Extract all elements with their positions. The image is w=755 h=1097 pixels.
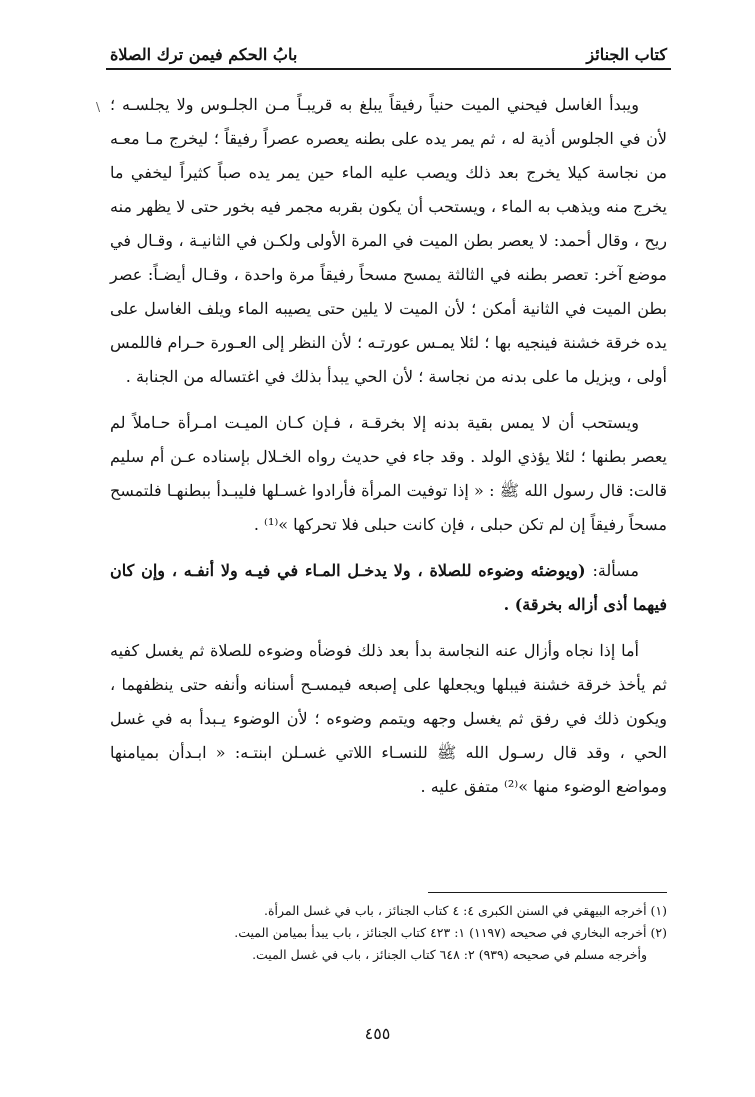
header-section-title: بابُ الحكم فيمن ترك الصلاة	[110, 45, 298, 64]
footnote: (١) أخرجه البيهقي في السنن الكبرى ٤: ٤ كتاب الجنائز ، باب في غسل المرأة.	[263, 903, 667, 918]
running-header	[110, 34, 667, 64]
masala-lead: مسألة:	[592, 561, 639, 580]
header-chapter-title: كتاب الجنائز	[586, 45, 667, 64]
margin-mark: \	[96, 100, 101, 114]
footnote-divider	[428, 892, 667, 893]
header-divider	[106, 68, 671, 70]
masala-heading	[110, 554, 667, 622]
paragraph: ويبدأ الغاسل فيحني الميت حنياً رفيقاً يبلغ به قريبـاً مـن الجلـوس ولا يجلسـه ؛ لأن في الجلوس أذية له ، ثم يمر يده على بطنه يعصره عصراً رفيقاً ؛ ليخرج مـا معـه من نجاسة كيلا يخرج بعد ذلك ويصب عليه الماء حين يمر يده صباً كثيراً ليخفي ما يخرج منه ويذهب به الماء ، ويستحب أن يكون بقربه مجمر فيه بخور حتى لا يظهر منه ريح ، وقال أحمد: لا يعصر بطن الميت في المرة الأولى ولكـن في الثانيـة ، وقـال في موضع آخر: تعصر بطنه في الثالثة يمسح مسحاً رفيقاً مرة واحدة ، وقـال أيضـاً: عصر بطن الميت في الثانية أمكن ؛ لأن الميت لا يلين حتى يصيبه الماء ويلف الغاسل على يده خرقة خشنة فينجيه بها ؛ لئلا يمـس عورتـه ؛ لأن النظر إلى العـورة حـرام فاللمس أولى ، ويزيل ما على بدنه من نجاسة ؛ لأن الحي يبدأ بذلك في اغتساله من الجنابة .	[110, 95, 667, 386]
footnotes	[110, 900, 667, 966]
page-number: ٤٥٥	[364, 1024, 391, 1043]
paragraph: ويستحب أن لا يمس بقية بدنه إلا بخرقـة ، فـإن كـان الميـت امـرأة حـاملاً لم يعصر بطنها ؛ لئلا يؤذي الولد . وقد جاء في حديث رواه الخـلال بإسناده عـن أم سليم قالت: قال رسول الله ﷺ : « إذا توفيت المرأة فأرادوا غسـلها فليبـدأ ببطنهـا فلتمسح مسحاً رفيقاً إن لم تكن حبلى ، فإن كانت حبلى فلا تحركها »⁽¹⁾ .	[110, 413, 667, 534]
paragraph: أما إذا نجاه وأزال عنه النجاسة بدأ بعد ذلك فوضأه وضوءه للصلاة ثم يغسل كفيه ثم يأخذ خرقة خشنة فيبلها ويجعلها على إصبعه فيمسـح أسنانه وأنفه حتى ينظفهما ، ويكون ذلك في رفق ثم يغسل وجهه ويتمم وضوءه ؛ لأن الوضوء يـبدأ به في غسل الحي ، وقد قال رسـول الله ﷺ للنسـاء اللاتي غسـلن ابنتـه: « ابـدأن بميامنها ومواضع الوضوء منها »⁽²⁾ متفق عليه .	[110, 641, 667, 796]
footnote: وأخرجه مسلم في صحيحه (٩٣٩) ٢: ٦٤٨ كتاب الجنائز ، باب في غسل الميت.	[252, 947, 647, 962]
footnote: (٢) أخرجه البخاري في صحيحه (١١٩٧) ١: ٤٢٣ كتاب الجنائز ، باب يبدأ بميامن الميت.	[234, 925, 667, 940]
masala-text: (ويوضئه وضوءه للصلاة ، ولا يدخـل المـاء في فيـه ولا أنفـه ، وإن كان فيهما أذى أزاله بخرقة) .	[110, 561, 667, 614]
main-text	[110, 88, 667, 816]
